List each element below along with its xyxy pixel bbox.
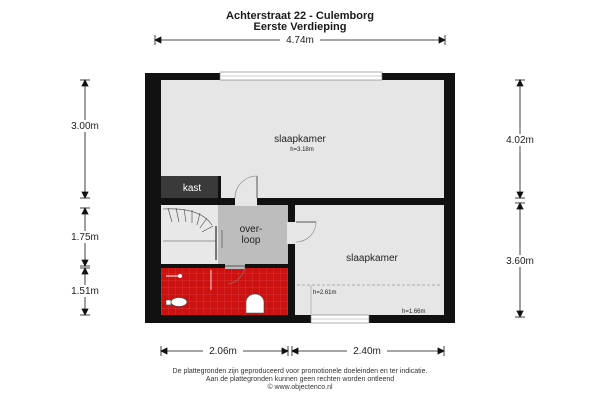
landing-label-line2: loop [241, 235, 261, 246]
dim-top-width: 4.74m [286, 35, 314, 46]
footer-disclaimer: De plattegronden zijn geproduceerd voor promotionele doeleinden en ter indicatie. [172, 368, 428, 375]
wall-horizontal [161, 198, 235, 205]
bedroom-bottom-label: slaapkamer [346, 253, 398, 264]
footer-rights: Aan de plattegronden kunnen geen rechten worden ontleend [205, 376, 395, 383]
dim-bottom-right: 2.40m [353, 346, 381, 357]
bedroom-bottom-height-right: h=1.66m [402, 309, 426, 315]
page-title: Achterstraat 22 - Culemborg [226, 10, 374, 22]
bedroom-top-label: slaapkamer [274, 134, 326, 145]
dim-right-bottom: 3.60m [506, 256, 534, 267]
dim-bottom-left: 2.06m [209, 346, 237, 357]
closet-label: kast [182, 183, 202, 194]
bedroom-top-height: h=3.18m [290, 147, 314, 153]
dim-left-mid: 1.75m [71, 232, 99, 243]
footer-website: © www.objectenco.nl [267, 384, 333, 391]
dim-left-top: 3.00m [71, 121, 99, 132]
bedroom-bottom-height-mid: h=2.61m [313, 290, 337, 296]
dim-right-top: 4.02m [506, 135, 534, 146]
page-subtitle: Eerste Verdieping [253, 21, 347, 33]
dim-left-bottom: 1.51m [71, 286, 99, 297]
landing-label-line1: over- [239, 224, 263, 235]
